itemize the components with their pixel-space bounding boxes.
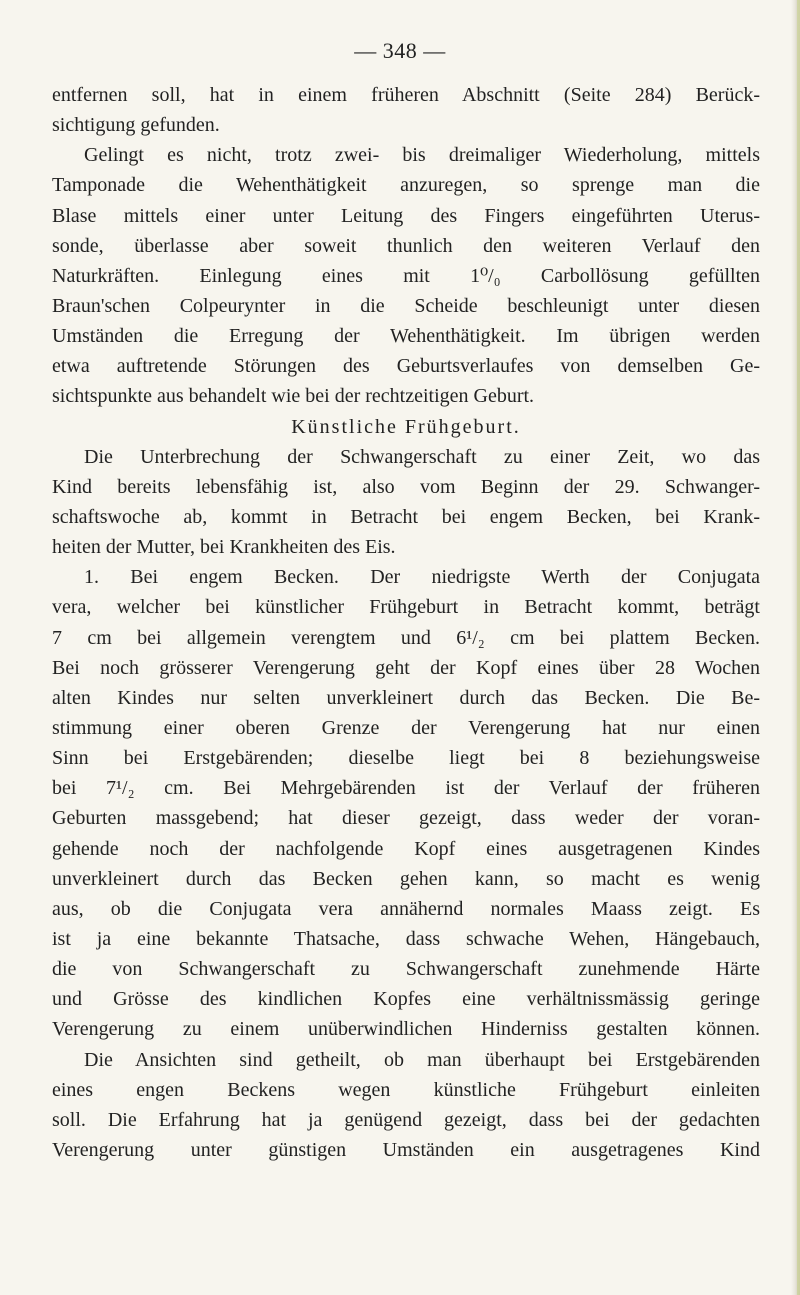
text-line: heiten der Mutter, bei Krankheiten des Eis.: [52, 536, 396, 559]
section-heading: Künstliche Frühgeburt.: [291, 415, 521, 438]
text-line: Sinn bei Erstgebärenden; dieselbe liegt bei 8 beziehungsweise: [52, 747, 760, 770]
text-line: Blase mittels einer unter Leitung des Fingers eingeführten Uterus-: [52, 204, 760, 227]
text-line: die von Schwangerschaft zu Schwangerschaft zunehmende Härte: [52, 958, 760, 981]
text-line: Kind bereits lebensfähig ist, also vom Beginn der 29. Schwanger-: [52, 475, 760, 498]
text-line: eines engen Beckens wegen künstliche Frühgeburt einleiten: [52, 1078, 760, 1101]
body-text: [52, 80, 760, 1165]
text-line: Braun'schen Colpeurynter in die Scheide beschleunigt unter diesen: [52, 294, 760, 317]
text-line: Verengerung unter günstigen Umständen ein ausgetragenes Kind: [52, 1138, 760, 1161]
text-line: aus, ob die Conjugata vera annähernd normales Maass zeigt. Es: [52, 897, 760, 920]
text-line: ist ja eine bekannte Thatsache, dass schwache Wehen, Hängebauch,: [52, 927, 760, 950]
text-line: Verengerung zu einem unüberwindlichen Hinderniss gestalten können.: [52, 1018, 760, 1041]
text-line: sichtspunkte aus behandelt wie bei der rechtzeitigen Geburt.: [52, 385, 535, 408]
text-line: Umständen die Erregung der Wehenthätigkeit. Im übrigen werden: [52, 325, 760, 348]
paragraph-start-line: Gelingt es nicht, trotz zwei- bis dreimaliger Wiederholung, mittels: [84, 144, 760, 167]
paragraph-start-line: Die Unterbrechung der Schwangerschaft zu einer Zeit, wo das: [84, 445, 760, 468]
paragraph-start-line: Die Ansichten sind getheilt, ob man überhaupt bei Erstgebärenden: [84, 1048, 760, 1071]
text-line: alten Kindes nur selten unverkleinert durch das Becken. Die Be-: [52, 686, 760, 709]
text-line: bei 7¹/₂ cm. Bei Mehrgebärenden ist der Verlauf der früheren: [52, 777, 760, 800]
text-line: Bei noch grösserer Verengerung geht der Kopf eines über 28 Wochen: [52, 656, 760, 679]
text-line: und Grösse des kindlichen Kopfes eine verhältnissmässig geringe: [52, 988, 760, 1011]
text-line: Tamponade die Wehenthätigkeit anzuregen, so sprenge man die: [52, 174, 760, 197]
paragraph-start-line: 1. Bei engem Becken. Der niedrigste Werth der Conjugata: [84, 566, 760, 589]
text-line: etwa auftretende Störungen des Geburtsverlaufes von demselben Ge-: [52, 355, 760, 378]
text-line: gehende noch der nachfolgende Kopf eines ausgetragenen Kindes: [52, 837, 760, 860]
text-line: sichtigung gefunden.: [52, 114, 220, 137]
text-line: unverkleinert durch das Becken gehen kann, so macht es wenig: [52, 867, 760, 890]
text-line: stimmung einer oberen Grenze der Verengerung hat nur einen: [52, 716, 760, 739]
page-number: — 348 —: [354, 38, 446, 63]
text-line: entfernen soll, hat in einem früheren Abschnitt (Seite 284) Berück-: [52, 84, 760, 106]
text-line: vera, welcher bei künstlicher Frühgeburt in Betracht kommt, beträgt: [52, 596, 760, 619]
text-line: sonde, überlasse aber soweit thunlich den weiteren Verlauf den: [52, 234, 760, 257]
text-line: schaftswoche ab, kommt in Betracht bei engem Becken, bei Krank-: [52, 505, 760, 528]
text-line: Geburten massgebend; hat dieser gezeigt, dass weder der voran-: [52, 807, 760, 830]
text-line: 7 cm bei allgemein verengtem und 6¹/₂ cm bei plattem Becken.: [52, 626, 760, 649]
text-line: soll. Die Erfahrung hat ja genügend gezeigt, dass bei der gedachten: [52, 1108, 760, 1131]
text-line: Naturkräften. Einlegung eines mit 1⁰/₀ Carbollösung gefüllten: [52, 264, 760, 287]
